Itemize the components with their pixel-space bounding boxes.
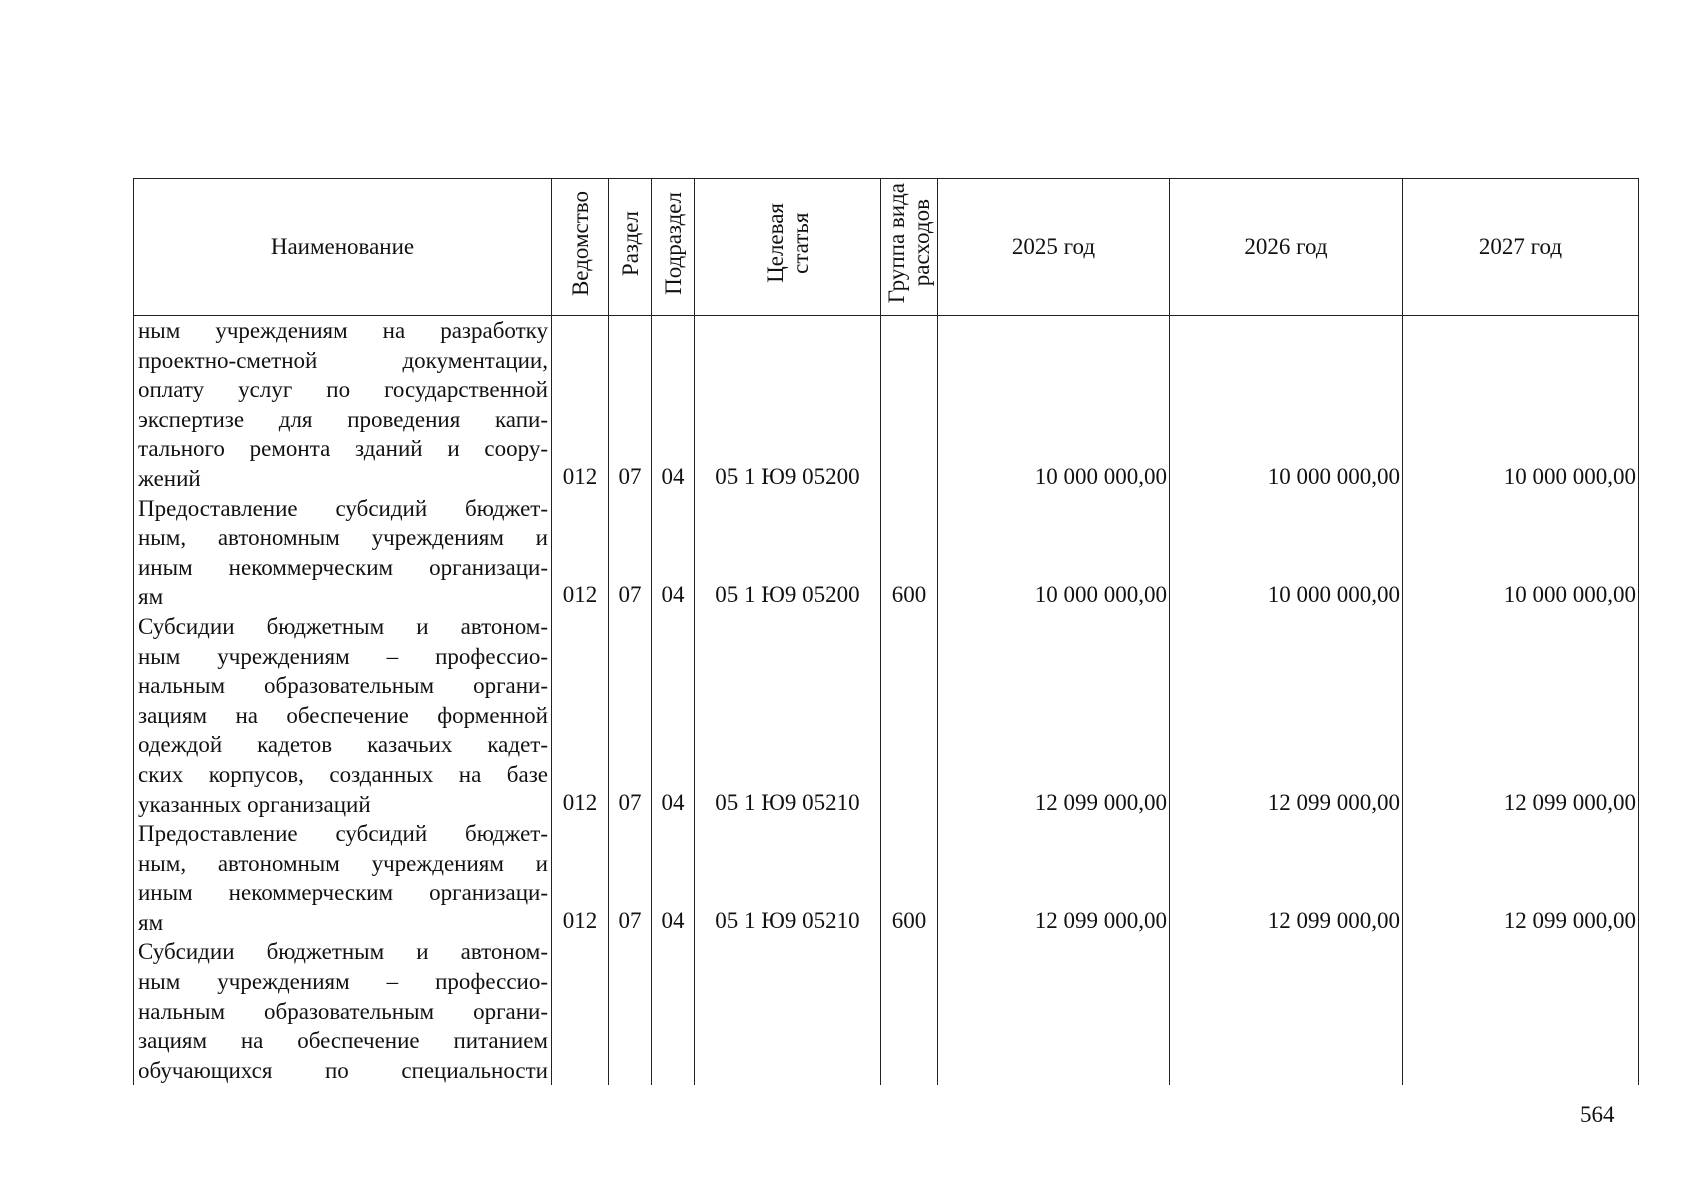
header-2027: 2027 год	[1403, 179, 1639, 316]
cell-podrazdel	[652, 937, 695, 1085]
page-number: 564	[1580, 1102, 1615, 1127]
cell-podrazdel: 04	[652, 316, 695, 494]
cell-vedomstvo	[552, 937, 609, 1085]
cell-2026	[1170, 937, 1403, 1085]
cell-razdel	[609, 937, 652, 1085]
cell-gruppa	[881, 937, 938, 1085]
cell-gruppa: 600	[881, 494, 938, 612]
cell-gruppa	[881, 316, 938, 494]
cell-podrazdel: 04	[652, 494, 695, 612]
row-name: Субсидии бюджетным и автоном- ным учреждениям – профессио- нальным образовательным органи- зациям на обеспечение форменной одеждой кадетов казачьих кадет- ских корпусов, созданных на базе указанных организаций	[134, 612, 552, 819]
cell-gruppa: 600	[881, 819, 938, 937]
cell-2027: 10 000 000,00	[1403, 494, 1639, 612]
cell-2027: 10 000 000,00	[1403, 316, 1639, 494]
header-vedomstvo: Ведомство	[552, 179, 609, 316]
cell-2025: 10 000 000,00	[938, 316, 1170, 494]
cell-2026: 12 099 000,00	[1170, 819, 1403, 937]
budget-table	[133, 178, 1639, 1085]
cell-2026: 10 000 000,00	[1170, 316, 1403, 494]
cell-razdel: 07	[609, 494, 652, 612]
header-name: Наименование	[134, 179, 552, 316]
cell-gruppa	[881, 612, 938, 819]
row-name: ным учреждениям на разработку проектно-сметной документации, оплату услуг по государственной экспертизе для проведения капи- тального ремонта зданий и соору- жений	[134, 316, 552, 494]
cell-celevaya-statya	[695, 937, 881, 1085]
cell-2027: 12 099 000,00	[1403, 612, 1639, 819]
cell-2025: 12 099 000,00	[938, 819, 1170, 937]
cell-podrazdel: 04	[652, 819, 695, 937]
cell-razdel: 07	[609, 612, 652, 819]
table-row	[134, 819, 1639, 937]
header-celevaya-statya: Целевая статья	[695, 179, 881, 316]
cell-2027: 12 099 000,00	[1403, 819, 1639, 937]
header-podrazdel: Подраздел	[652, 179, 695, 316]
row-name: Предоставление субсидий бюджет- ным, автономным учреждениям и иным некоммерческим организаци- ям	[134, 819, 552, 937]
table-row	[134, 612, 1639, 819]
row-name: Предоставление субсидий бюджет- ным, автономным учреждениям и иным некоммерческим организаци- ям	[134, 494, 552, 612]
cell-2026: 10 000 000,00	[1170, 494, 1403, 612]
cell-2026: 12 099 000,00	[1170, 612, 1403, 819]
table-row	[134, 316, 1639, 494]
table-row	[134, 494, 1639, 612]
cell-vedomstvo: 012	[552, 316, 609, 494]
cell-razdel: 07	[609, 819, 652, 937]
header-2025: 2025 год	[938, 179, 1170, 316]
cell-2025	[938, 937, 1170, 1085]
cell-podrazdel: 04	[652, 612, 695, 819]
cell-vedomstvo: 012	[552, 612, 609, 819]
cell-2025: 12 099 000,00	[938, 612, 1170, 819]
cell-celevaya-statya: 05 1 Ю9 05200	[695, 316, 881, 494]
cell-vedomstvo: 012	[552, 819, 609, 937]
header-gruppa-vida-rashodov: Группа вида расходов	[881, 179, 938, 316]
cell-celevaya-statya: 05 1 Ю9 05200	[695, 494, 881, 612]
cell-vedomstvo: 012	[552, 494, 609, 612]
table-row	[134, 937, 1639, 1085]
cell-celevaya-statya: 05 1 Ю9 05210	[695, 819, 881, 937]
table-header-row	[134, 179, 1639, 316]
row-name: Субсидии бюджетным и автоном- ным учреждениям – профессио- нальным образовательным органи- зациям на обеспечение питанием обучающихся по специальности	[134, 937, 552, 1085]
header-2026: 2026 год	[1170, 179, 1403, 316]
cell-2025: 10 000 000,00	[938, 494, 1170, 612]
cell-celevaya-statya: 05 1 Ю9 05210	[695, 612, 881, 819]
cell-razdel: 07	[609, 316, 652, 494]
header-razdel: Раздел	[609, 179, 652, 316]
cell-2027	[1403, 937, 1639, 1085]
